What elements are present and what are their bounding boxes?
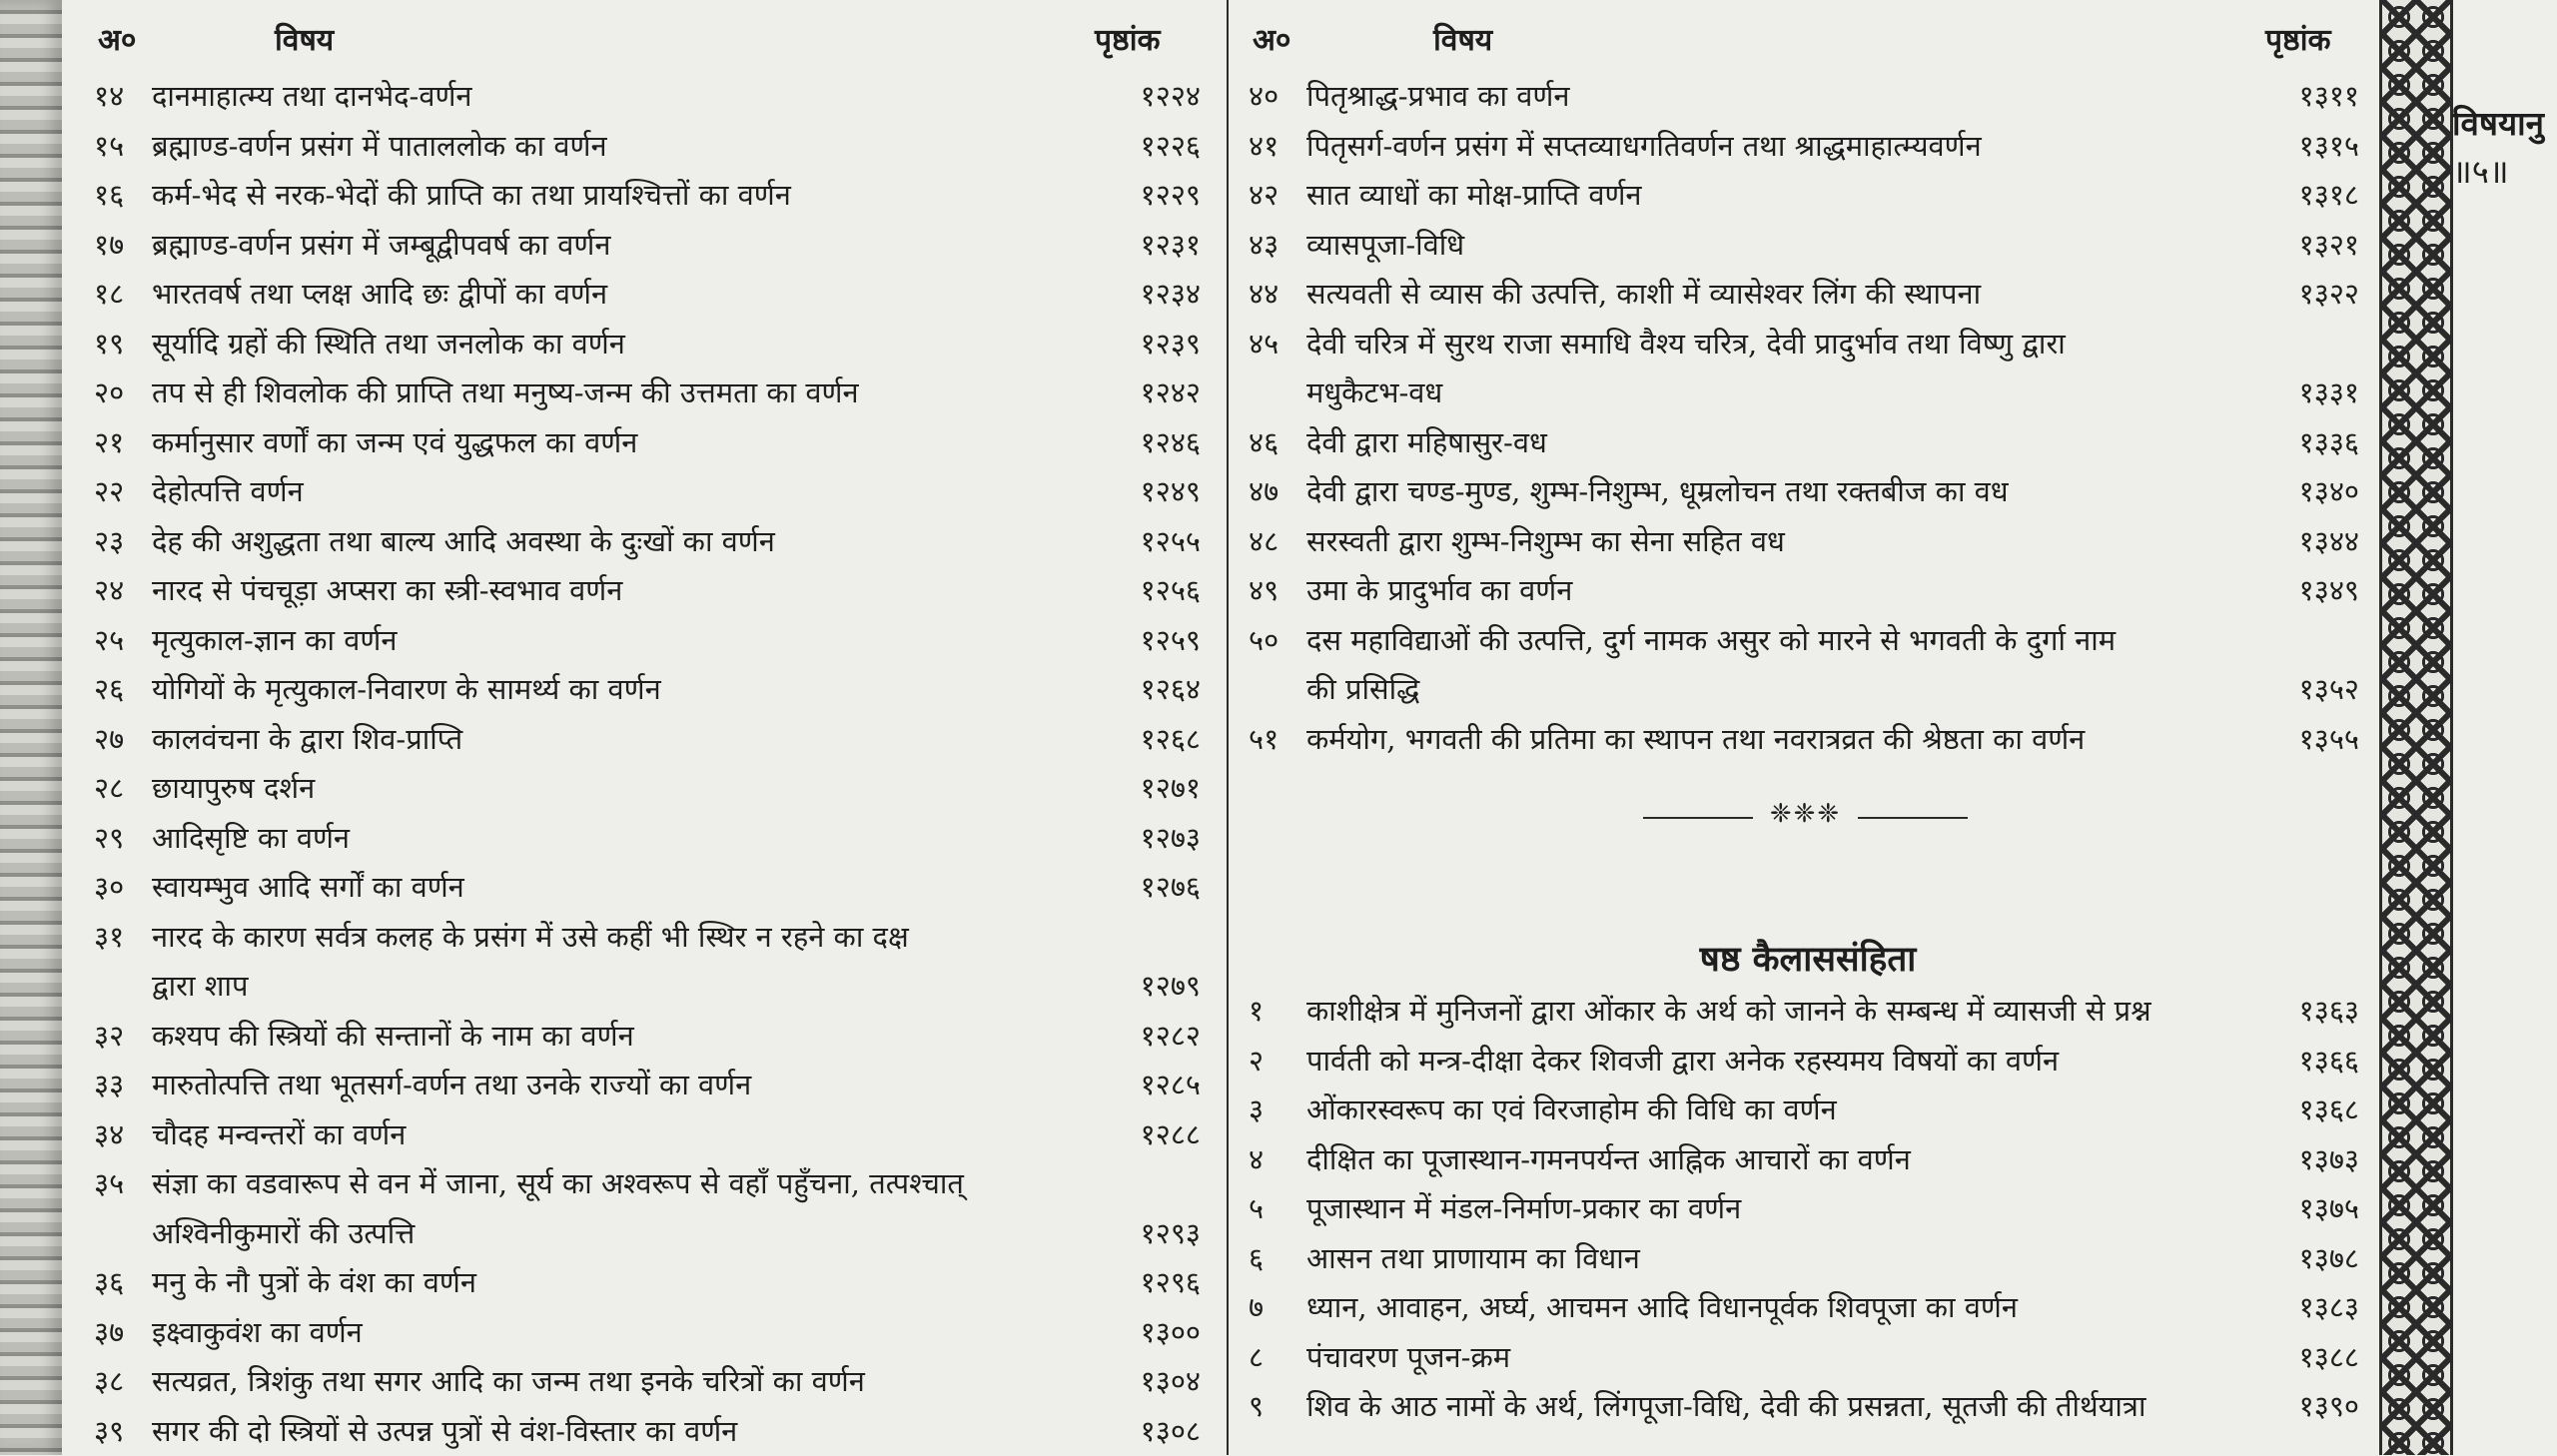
- section-ornament: [1643, 805, 1968, 831]
- entry-number: २८: [94, 764, 146, 813]
- entry-title: सगर की दो स्त्रियों से उत्पन्न पुत्रों से वंश-विस्तार का वर्णन: [152, 1407, 737, 1456]
- entry-title: छायापुरुष दर्शन: [152, 764, 315, 813]
- entry-page: १३०४: [1089, 1357, 1201, 1406]
- entry-number: ४७: [1249, 467, 1300, 516]
- entry-title: की प्रसिद्धि: [1306, 665, 1419, 714]
- entry-number: ३२: [94, 1012, 146, 1061]
- entry-page: १३२१: [2247, 221, 2359, 270]
- entry-number: २३: [94, 517, 146, 566]
- entry-number: १४: [94, 72, 146, 121]
- toc-entry: [90, 814, 1209, 864]
- entry-number: ५: [1249, 1184, 1300, 1233]
- entry-title: इक्ष्वाकुवंश का वर्णन: [152, 1308, 363, 1357]
- toc-entry: [90, 467, 1209, 517]
- entry-number: २०: [94, 368, 146, 417]
- entry-page: १३४०: [2247, 467, 2359, 516]
- entry-title: देवी द्वारा चण्ड-मुण्ड, शुम्भ-निशुम्भ, धूम्रलोचन तथा रक्तबीज का वध: [1306, 467, 2009, 516]
- entry-page: १२३१: [1089, 221, 1201, 270]
- toc-entry: [90, 517, 1209, 567]
- right-header-page: पृष्ठांक: [2265, 18, 2331, 59]
- entry-page: १२२६: [1089, 122, 1201, 171]
- entry-title: देह की अशुद्धता तथा बाल्य आदि अवस्था के दुःखों का वर्णन: [152, 517, 775, 566]
- entry-page: १३४९: [2247, 566, 2359, 615]
- toc-entry: [1239, 418, 2377, 468]
- entry-page: १३११: [2247, 72, 2359, 121]
- entry-page: १३२२: [2247, 270, 2359, 319]
- entry-page: १२८२: [1089, 1012, 1201, 1061]
- entry-title: सात व्याधों का मोक्ष-प्राप्ति वर्णन: [1306, 171, 1642, 220]
- toc-entry: [90, 171, 1209, 221]
- entry-page: १३८८: [2247, 1333, 2359, 1382]
- entry-page: १२५९: [1089, 616, 1201, 665]
- entry-title: ओंकारस्वरूप का एवं विरजाहोम की विधि का वर्णन: [1306, 1086, 1837, 1134]
- entry-title: पितृश्राद्ध-प्रभाव का वर्णन: [1306, 72, 1569, 121]
- entry-number: ६: [1249, 1234, 1300, 1283]
- entry-number: ४४: [1249, 270, 1300, 319]
- entry-number: १: [1249, 987, 1300, 1036]
- entry-title: ब्रह्माण्ड-वर्णन प्रसंग में पाताललोक का वर्णन: [152, 122, 607, 171]
- entry-title: दीक्षित का पूजास्थान-गमनपर्यन्त आह्निक आचारों का वर्णन: [1306, 1135, 1911, 1184]
- entry-page: १२२४: [1089, 72, 1201, 121]
- entry-title: मृत्युकाल-ज्ञान का वर्णन: [152, 616, 397, 665]
- entry-number: ३७: [94, 1308, 146, 1357]
- entry-page: १२४२: [1089, 368, 1201, 417]
- entry-title: सत्यवती से व्यास की उत्पत्ति, काशी में व्यासेश्वर लिंग की स्थापना: [1306, 270, 1981, 319]
- toc-entry: [90, 863, 1209, 913]
- toc-entry: [1239, 566, 2377, 616]
- entry-number: ३३: [94, 1061, 146, 1109]
- entry-title: योगियों के मृत्युकाल-निवारण के सामर्थ्य का वर्णन: [152, 665, 661, 714]
- entry-title: कर्मयोग, भगवती की प्रतिमा का स्थापन तथा नवरात्रव्रत की श्रेष्ठता का वर्णन: [1306, 715, 2085, 764]
- entry-title: कर्मानुसार वर्णों का जन्म एवं युद्धफल का वर्णन: [152, 418, 637, 467]
- entry-number: ३४: [94, 1110, 146, 1159]
- toc-entry: [1239, 1135, 2377, 1185]
- toc-entry: [90, 1012, 1209, 1062]
- toc-entry: [1239, 1382, 2377, 1432]
- toc-entry: [90, 1407, 1209, 1456]
- entry-number: ४१: [1249, 122, 1300, 171]
- entry-title: सत्यव्रत, त्रिशंकु तथा सगर आदि का जन्म तथा इनके चरित्रों का वर्णन: [152, 1357, 865, 1406]
- toc-entry: [1239, 1086, 2377, 1135]
- ornament-glyph: ❈❈❈: [1763, 799, 1848, 829]
- entry-page: १२९३: [1089, 1209, 1201, 1258]
- entry-number: ४२: [1249, 171, 1300, 220]
- entry-title: द्वारा शाप: [152, 962, 248, 1011]
- toc-entry: [90, 122, 1209, 172]
- entry-page: १३५५: [2247, 715, 2359, 764]
- toc-entry: [1239, 467, 2377, 517]
- entry-number: १९: [94, 320, 146, 368]
- entry-number: २४: [94, 566, 146, 615]
- entry-number: ५१: [1249, 715, 1300, 764]
- toc-entry: [1239, 616, 2377, 715]
- entry-number: ८: [1249, 1333, 1300, 1382]
- toc-entry: [1239, 1234, 2377, 1284]
- toc-entry: [1239, 715, 2377, 765]
- entry-title: दानमाहात्म्य तथा दानभेद-वर्णन: [152, 72, 472, 121]
- toc-entry: [90, 1159, 1209, 1258]
- entry-page: १२८८: [1089, 1110, 1201, 1159]
- entry-page: १२९६: [1089, 1258, 1201, 1307]
- entry-number: ३१: [94, 913, 146, 962]
- entry-number: २६: [94, 665, 146, 714]
- toc-entry: [1239, 221, 2377, 271]
- toc-entry: [90, 764, 1209, 814]
- entry-number: २९: [94, 814, 146, 863]
- entry-title: उमा के प्रादुर्भाव का वर्णन: [1306, 566, 1572, 615]
- entry-page: १२७६: [1089, 863, 1201, 912]
- toc-entry: [90, 665, 1209, 715]
- toc-entry: [1239, 171, 2377, 221]
- toc-entry: [1239, 1037, 2377, 1087]
- entry-number: २७: [94, 715, 146, 764]
- entry-page: १२७९: [1089, 962, 1201, 1011]
- entry-title: कालवंचना के द्वारा शिव-प्राप्ति: [152, 715, 462, 764]
- toc-entry: [1239, 1184, 2377, 1234]
- entry-title: आसन तथा प्राणायाम का विधान: [1306, 1234, 1640, 1283]
- decorative-border: [2379, 0, 2453, 1455]
- right-header-subject: विषय: [1433, 18, 1492, 59]
- entry-number: ९: [1249, 1382, 1300, 1431]
- ornament-rule-left: [1643, 817, 1753, 819]
- toc-entry: [1239, 987, 2377, 1037]
- entry-page: १३०८: [1089, 1407, 1201, 1456]
- entry-page: १३७३: [2247, 1135, 2359, 1184]
- entry-page: १३९०: [2247, 1382, 2359, 1431]
- toc-entry: [1239, 517, 2377, 567]
- toc-entry: [90, 1061, 1209, 1110]
- entry-number: ७: [1249, 1283, 1300, 1332]
- entry-page: १२३९: [1089, 320, 1201, 368]
- entry-page: १२८५: [1089, 1061, 1201, 1109]
- entry-title: सूर्यादि ग्रहों की स्थिति तथा जनलोक का वर्णन: [152, 320, 625, 368]
- entry-page: १३१५: [2247, 122, 2359, 171]
- entry-number: ४८: [1249, 517, 1300, 566]
- entry-number: १७: [94, 221, 146, 270]
- right-header-no: अ०: [1253, 18, 1291, 59]
- entry-page: १२६४: [1089, 665, 1201, 714]
- entry-page: १२७३: [1089, 814, 1201, 863]
- entry-title: मारुतोत्पत्ति तथा भूतसर्ग-वर्णन तथा उनके राज्यों का वर्णन: [152, 1061, 751, 1109]
- entry-title: दस महाविद्याओं की उत्पत्ति, दुर्ग नामक असुर को मारने से भगवती के दुर्गा नाम: [1306, 616, 2116, 665]
- entry-title: चौदह मन्वन्तरों का वर्णन: [152, 1110, 406, 1159]
- entry-number: ४९: [1249, 566, 1300, 615]
- side-running-title: विषयानु: [2452, 100, 2557, 145]
- entry-page: १२५६: [1089, 566, 1201, 615]
- toc-entry: [90, 715, 1209, 765]
- entry-title: तप से ही शिवलोक की प्राप्ति तथा मनुष्य-जन्म की उत्तमता का वर्णन: [152, 368, 859, 417]
- entry-title: संज्ञा का वडवारूप से वन में जाना, सूर्य का अश्वरूप से वहाँ पहुँचना, तत्पश्चात्: [152, 1159, 964, 1208]
- entry-number: १८: [94, 270, 146, 319]
- entry-page: १२७१: [1089, 764, 1201, 813]
- entry-page: १३६३: [2247, 987, 2359, 1036]
- toc-entry: [90, 1308, 1209, 1358]
- entry-number: ४३: [1249, 221, 1300, 270]
- entry-title: सरस्वती द्वारा शुम्भ-निशुम्भ का सेना सहित वध: [1306, 517, 1785, 566]
- entry-number: ४६: [1249, 418, 1300, 467]
- column-divider: [1227, 0, 1229, 1455]
- book-spine: [0, 0, 62, 1455]
- entry-title: पितृसर्ग-वर्णन प्रसंग में सप्तव्याधगतिवर्णन तथा श्राद्धमाहात्म्यवर्णन: [1306, 122, 1982, 171]
- toc-entry: [1239, 320, 2377, 418]
- entry-title: नारद से पंचचूड़ा अप्सरा का स्त्री-स्वभाव वर्णन: [152, 566, 622, 615]
- entry-page: १३७५: [2247, 1184, 2359, 1233]
- entry-number: ५०: [1249, 616, 1300, 665]
- entry-page: १३३६: [2247, 418, 2359, 467]
- entry-number: ४०: [1249, 72, 1300, 121]
- entry-title: ध्यान, आवाहन, अर्घ्य, आचमन आदि विधानपूर्वक शिवपूजा का वर्णन: [1306, 1283, 2018, 1332]
- toc-entry: [90, 418, 1209, 468]
- toc-entry: [90, 221, 1209, 271]
- entry-number: १६: [94, 171, 146, 220]
- left-header-page: पृष्ठांक: [1095, 18, 1161, 59]
- entry-number: २: [1249, 1037, 1300, 1086]
- entry-number: ३५: [94, 1159, 146, 1208]
- entry-page: १३१८: [2247, 171, 2359, 220]
- entry-page: १२४६: [1089, 418, 1201, 467]
- section-title: षष्ठ कैलाससंहिता: [1239, 935, 2377, 982]
- toc-entry: [1239, 1283, 2377, 1333]
- entry-title: ब्रह्माण्ड-वर्णन प्रसंग में जम्बूद्वीपवर्ष का वर्णन: [152, 221, 610, 270]
- entry-page: १२२९: [1089, 171, 1201, 220]
- entry-title: पंचावरण पूजन-क्रम: [1306, 1333, 1510, 1382]
- entry-page: १३८३: [2247, 1283, 2359, 1332]
- entry-page: १२४९: [1089, 467, 1201, 516]
- entry-title: काशीक्षेत्र में मुनिजनों द्वारा ओंकार के अर्थ को जानने के सम्बन्ध में व्यासजी से प्रश्न: [1306, 987, 2151, 1036]
- toc-entry: [90, 320, 1209, 369]
- entry-title: भारतवर्ष तथा प्लक्ष आदि छः द्वीपों का वर्णन: [152, 270, 607, 319]
- entry-number: १५: [94, 122, 146, 171]
- entry-title: देवी द्वारा महिषासुर-वध: [1306, 418, 1547, 467]
- entry-title: देहोत्पत्ति वर्णन: [152, 467, 304, 516]
- entry-page: १३००: [1089, 1308, 1201, 1357]
- toc-entry: [90, 616, 1209, 666]
- entry-number: २२: [94, 467, 146, 516]
- entry-page: १२५५: [1089, 517, 1201, 566]
- entry-title: मनु के नौ पुत्रों के वंश का वर्णन: [152, 1258, 476, 1307]
- toc-entry: [1239, 270, 2377, 320]
- left-header-no: अ०: [98, 18, 137, 59]
- entry-title: देवी चरित्र में सुरथ राजा समाधि वैश्य चरित्र, देवी प्रादुर्भाव तथा विष्णु द्वारा: [1306, 320, 2066, 368]
- toc-entry: [90, 913, 1209, 1012]
- entry-page: १२३४: [1089, 270, 1201, 319]
- entry-title: मधुकैटभ-वध: [1306, 368, 1442, 417]
- entry-number: ३६: [94, 1258, 146, 1307]
- entry-page: १३३१: [2247, 368, 2359, 417]
- entry-page: १३४४: [2247, 517, 2359, 566]
- entry-number: २५: [94, 616, 146, 665]
- entry-page: १३६८: [2247, 1086, 2359, 1134]
- entry-title: शिव के आठ नामों के अर्थ, लिंगपूजा-विधि, देवी की प्रसन्नता, सूतजी की तीर्थयात्रा: [1306, 1382, 2145, 1431]
- entry-number: ३०: [94, 863, 146, 912]
- side-page-number: ॥५॥: [2452, 148, 2557, 193]
- entry-title: स्वायम्भुव आदि सर्गों का वर्णन: [152, 863, 464, 912]
- entry-page: १३७८: [2247, 1234, 2359, 1283]
- entry-title: व्यासपूजा-विधि: [1306, 221, 1464, 270]
- entry-number: ३९: [94, 1407, 146, 1456]
- entry-number: ४: [1249, 1135, 1300, 1184]
- entry-title: नारद के कारण सर्वत्र कलह के प्रसंग में उसे कहीं भी स्थिर न रहने का दक्ष: [152, 913, 909, 962]
- toc-entry: [90, 72, 1209, 122]
- toc-entry: [90, 270, 1209, 320]
- toc-entry: [1239, 122, 2377, 172]
- entry-page: १३६६: [2247, 1037, 2359, 1086]
- entry-number: ४५: [1249, 320, 1300, 368]
- toc-entry: [1239, 1333, 2377, 1383]
- entry-title: पूजास्थान में मंडल-निर्माण-प्रकार का वर्णन: [1306, 1184, 1741, 1233]
- entry-title: कर्म-भेद से नरक-भेदों की प्राप्ति का तथा प्रायश्चित्तों का वर्णन: [152, 171, 791, 220]
- entry-title: अश्विनीकुमारों की उत्पत्ति: [152, 1209, 415, 1258]
- entry-title: आदिसृष्टि का वर्णन: [152, 814, 350, 863]
- entry-number: ३: [1249, 1086, 1300, 1134]
- entry-title: कश्यप की स्त्रियों की सन्तानों के नाम का वर्णन: [152, 1012, 634, 1061]
- ornament-rule-right: [1858, 817, 1968, 819]
- toc-entry: [90, 566, 1209, 616]
- entry-title: पार्वती को मन्त्र-दीक्षा देकर शिवजी द्वारा अनेक रहस्यमय विषयों का वर्णन: [1306, 1037, 2059, 1086]
- left-header-subject: विषय: [275, 18, 334, 59]
- toc-entry: [1239, 72, 2377, 122]
- toc-entry: [90, 1357, 1209, 1407]
- entry-number: ३८: [94, 1357, 146, 1406]
- entry-number: २१: [94, 418, 146, 467]
- entry-page: १३५२: [2247, 665, 2359, 714]
- toc-entry: [90, 1110, 1209, 1160]
- toc-entry: [90, 368, 1209, 418]
- entry-page: १२६८: [1089, 715, 1201, 764]
- toc-entry: [90, 1258, 1209, 1308]
